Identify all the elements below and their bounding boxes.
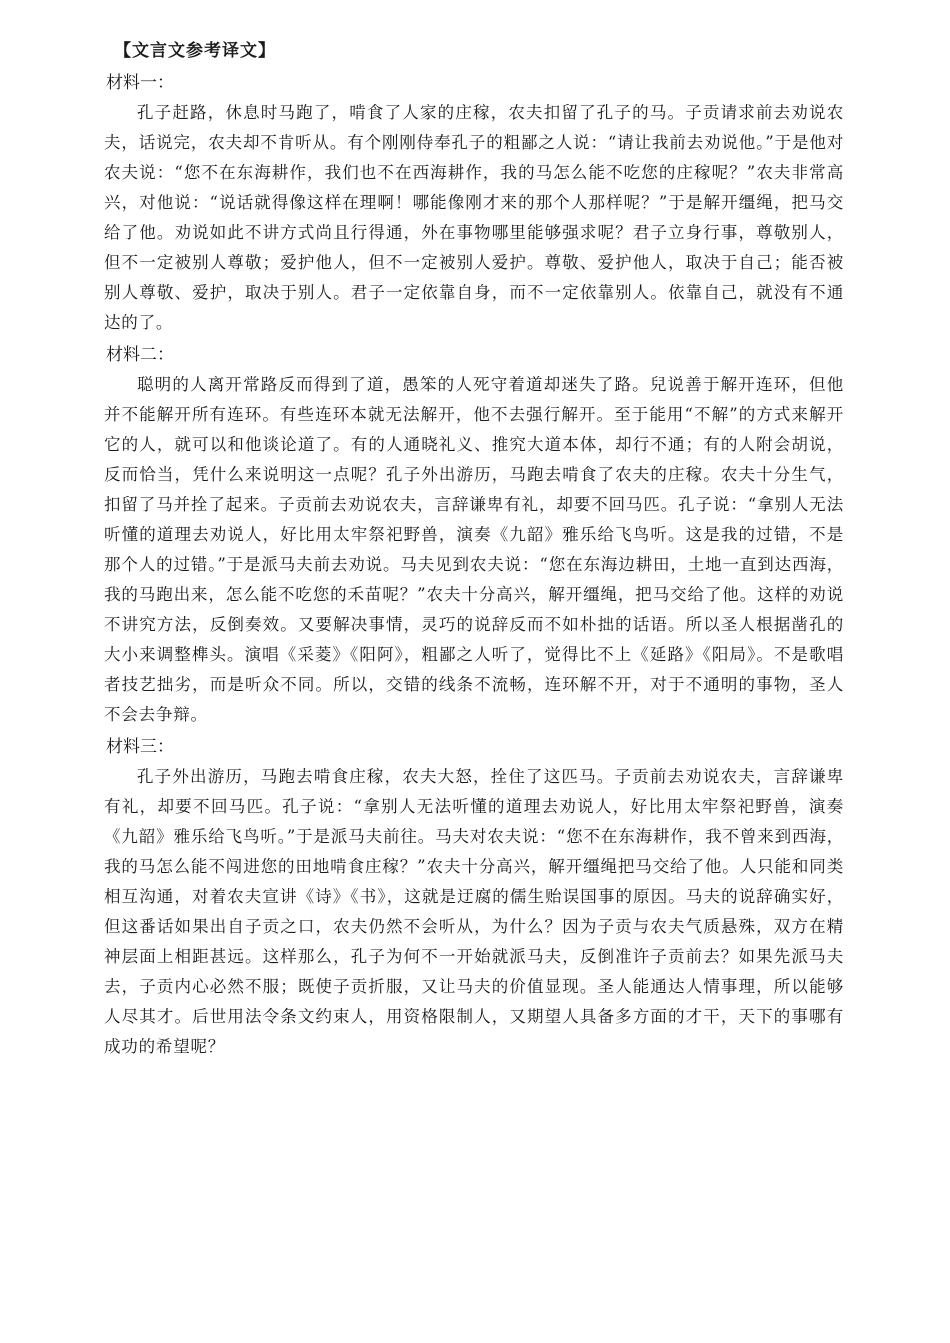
document-title: 【文言文参考译文】 bbox=[114, 41, 276, 61]
section-paragraph: 孔子外出游历，马跑去啃食庄稼，农夫大怒，拴住了这匹马。子贡前去劝说农夫，言辞谦卑有礼，却要不回马匹。孔子说：“拿别人无法听懂的道理去劝说人，好比用太牢祭祀野兽，演奏《九韶》雅乐给飞鸟听。”于是派马夫前往。马夫对农夫说：“您不在东海耕作，我不曾来到西海，我的马怎么能不闯进您的田地啃食庄稼？”农夫十分高兴，解开缰绳把马交给了他。人只能和同类相互沟通，对着农夫宣讲《诗》《书》，这就是迂腐的儒生贻误国事的原因。马夫的说辞确实好，但这番话如果出自子贡之口，农夫仍然不会听从，为什么？因为子贡与农夫气质悬殊，双方在精神层面上相距甚远。这样那么，孔子为何不一开始就派马夫，反倒准许子贡前去？如果先派马夫去，子贡内心必然不服；既使子贡折服，又让马夫的价值显现。圣人能通达人情事理，所以能够人尽其才。后世用法令条文约束人，用资格限制人，又期望人具备多方面的才干，天下的事哪有成功的希望呢？ bbox=[104, 767, 844, 1056]
section-heading: 材料二： bbox=[106, 345, 174, 365]
section-material-3 bbox=[104, 732, 844, 1062]
section-paragraph: 聪明的人离开常路反而得到了道，愚笨的人死守着道却迷失了路。兒说善于解开连环，但他并不能解开所有连环。有些连环本就无法解开，他不去强行解开。至于能用“不解”的方式来解开它的人，就可以和他谈论道了。有的人通晓礼义、推究大道本体，却行不通；有的人附会胡说，反而恰当，凭什么来说明这一点呢？孔子外出游历，马跑去啃食了农夫的庄稼。农夫十分生气，扣留了马并拴了起来。子贡前去劝说农夫，言辞谦卑有礼，却要不回马匹。孔子说：“拿别人无法听懂的道理去劝说人，好比用太牢祭祀野兽，演奏《九韶》雅乐给飞鸟听。这是我的过错，不是那个人的过错。”于是派马夫前去劝说。马夫见到农夫说：“您在东海边耕田，土地一直到达西海，我的马跑出来，怎么能不吃您的禾苗呢？”农夫十分高兴，解开缰绳，把马交给了他。这样的劝说不讲究方法，反倒奏效。又要解决事情，灵巧的说辞反而不如朴拙的话语。所以圣人根据凿孔的大小来调整榫头。演唱《采菱》《阳阿》，粗鄙之人听了，觉得比不上《延路》《阳局》。不是歌唱者技艺拙劣，而是听众不同。所以，交错的线条不流畅，连环解不开，对于不通明的事物，圣人不会去争辩。 bbox=[104, 375, 844, 724]
section-paragraph: 孔子赶路，休息时马跑了，啃食了人家的庄稼，农夫扣留了孔子的马。子贡请求前去劝说农夫，话说完，农夫却不肯听从。有个刚刚侍奉孔子的粗鄙之人说：“请让我前去劝说他。”于是他对农夫说：“您不在东海耕作，我们也不在西海耕作，我的马怎么能不吃您的庄稼呢？”农夫非常高兴，对他说：“说话就得像这样在理啊！哪能像刚才来的那个人那样呢？”于是解开缰绳，把马交给了他。劝说如此不讲方式尚且行得通，外在事物哪里能够强求呢？君子立身行事，尊敬别人，但不一定被别人尊敬；爱护他人，但不一定被别人爱护。尊敬、爱护他人，取决于自己；能否被别人尊敬、爱护，取决于别人。君子一定依靠自身，而不一定依靠别人。依靠自己，就没有不通达的了。 bbox=[104, 103, 844, 332]
section-heading: 材料一： bbox=[106, 73, 174, 93]
section-heading: 材料三： bbox=[106, 737, 174, 757]
document-page bbox=[104, 40, 844, 1064]
section-material-2 bbox=[104, 340, 844, 730]
section-material-1 bbox=[104, 68, 844, 338]
